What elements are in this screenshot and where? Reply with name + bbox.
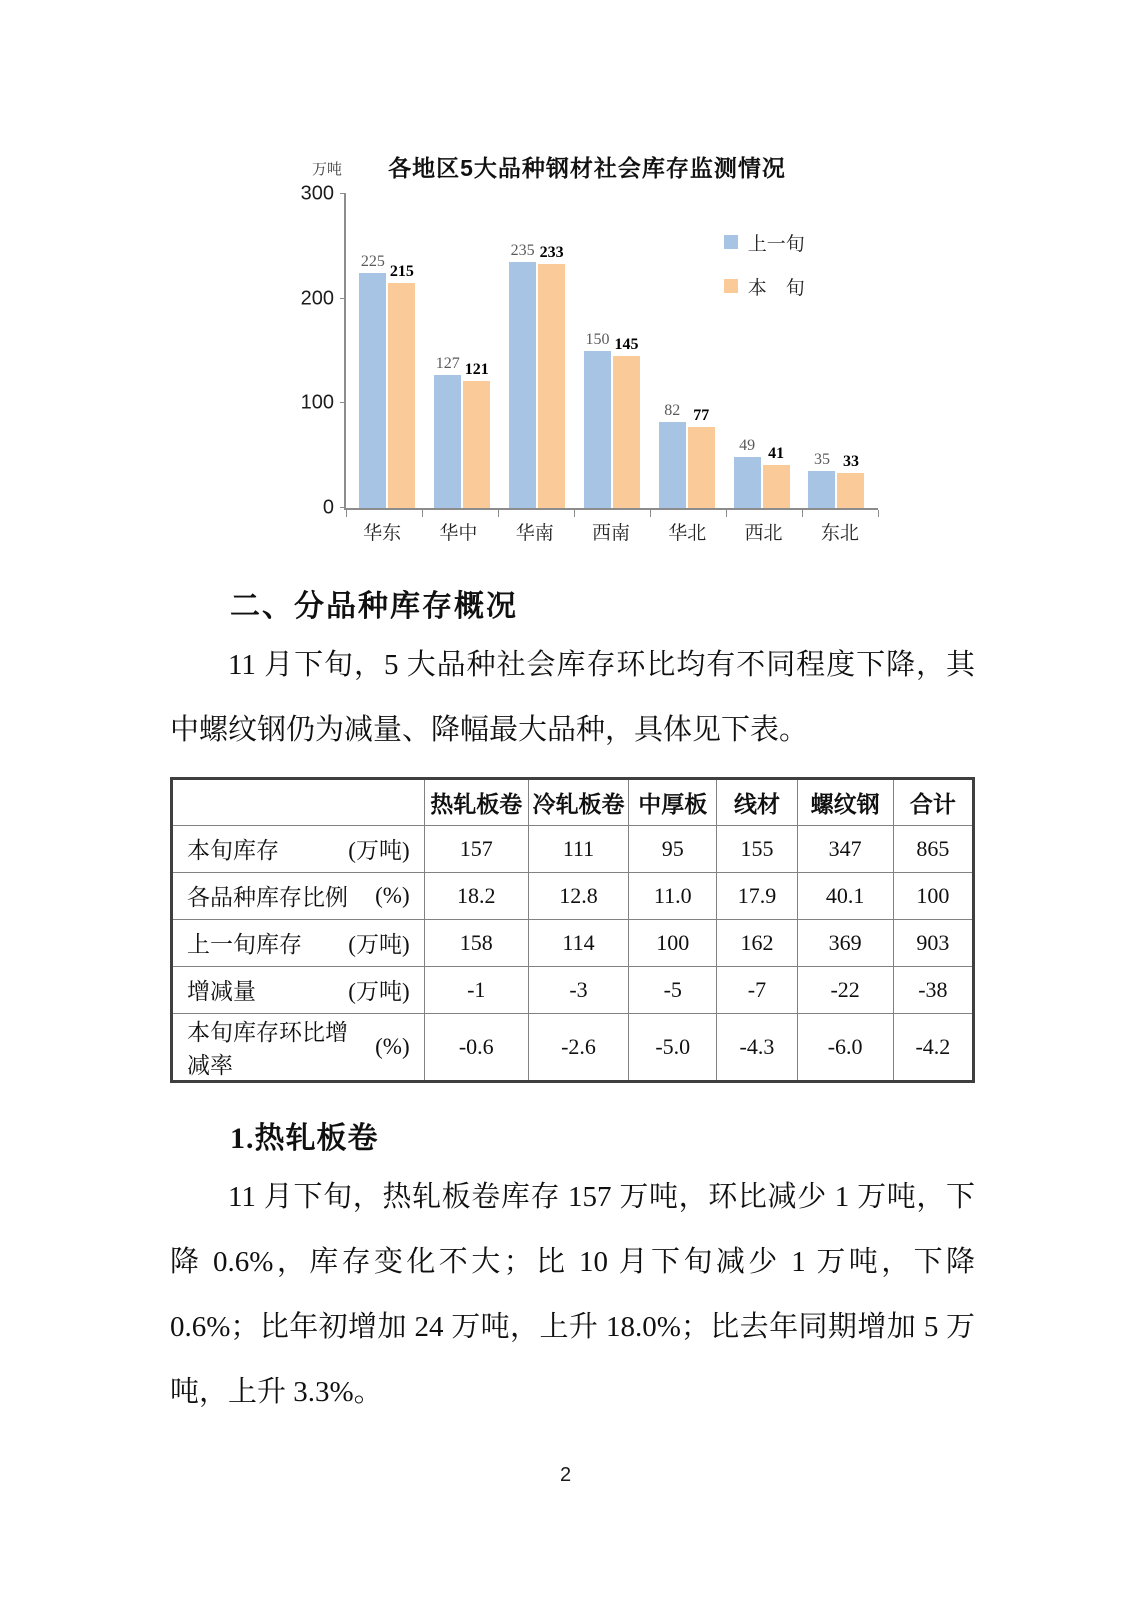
bar-group-西南 bbox=[584, 194, 640, 508]
bar-prev bbox=[584, 351, 611, 508]
section-heading-variety: 二、分品种库存概况 bbox=[230, 590, 518, 623]
row-label-cell bbox=[172, 825, 425, 872]
bar-col-prev bbox=[434, 194, 461, 508]
value-cell: 158 bbox=[424, 919, 528, 966]
value-cell: 114 bbox=[528, 919, 628, 966]
value-cell: -3 bbox=[528, 966, 628, 1013]
x-axis-tick bbox=[422, 510, 423, 517]
table-column-header: 螺纹钢 bbox=[797, 778, 893, 825]
row-label-cell bbox=[172, 966, 425, 1013]
value-cell: -38 bbox=[893, 966, 973, 1013]
row-unit: (万吨) bbox=[348, 932, 410, 958]
table-header-row bbox=[172, 778, 974, 825]
bar-value-label-prev: 225 bbox=[360, 252, 385, 270]
value-cell: -5 bbox=[629, 966, 717, 1013]
paragraph-variety-overview: 11 月下旬，5 大品种社会库存环比均有不同程度下降，其中螺纹钢仍为减量、降幅最大品种，具体见下表。 bbox=[170, 649, 975, 746]
value-cell: -22 bbox=[797, 966, 893, 1013]
value-cell: 162 bbox=[717, 919, 797, 966]
chart-y-unit-label: 万吨 bbox=[312, 162, 343, 178]
legend-item-prev bbox=[724, 229, 805, 256]
value-cell: 157 bbox=[424, 825, 528, 872]
bar-value-label-current: 121 bbox=[464, 361, 489, 379]
bar-col-current bbox=[613, 194, 640, 508]
bar-prev bbox=[359, 273, 386, 509]
bar-current bbox=[688, 427, 715, 508]
value-cell: -0.6 bbox=[424, 1013, 528, 1081]
bar-group-华中 bbox=[434, 194, 490, 508]
x-axis-tick bbox=[878, 510, 879, 517]
table-row bbox=[172, 825, 974, 872]
bar-col-prev bbox=[509, 194, 536, 508]
legend-label: 上一旬 bbox=[747, 233, 805, 255]
row-label: 本旬库存环比增减率 bbox=[187, 1019, 348, 1078]
value-cell: 11.0 bbox=[629, 872, 717, 919]
row-label-inner bbox=[187, 832, 410, 865]
chart-x-labels bbox=[344, 518, 878, 545]
table-row bbox=[172, 872, 974, 919]
bar-value-label-current: 41 bbox=[768, 445, 785, 463]
x-axis-tick bbox=[650, 510, 651, 517]
legend-swatch-icon bbox=[724, 279, 738, 293]
bar-group-华北 bbox=[659, 194, 715, 508]
row-unit: (%) bbox=[375, 882, 410, 908]
bar-value-label-prev: 150 bbox=[585, 331, 610, 348]
bar-col-current bbox=[837, 194, 864, 508]
row-label-cell bbox=[172, 872, 425, 919]
chart-title-row bbox=[296, 150, 878, 186]
regional-inventory-chart bbox=[296, 150, 878, 545]
row-label-inner bbox=[187, 973, 410, 1006]
row-label-inner bbox=[187, 879, 410, 912]
bar-col-current bbox=[463, 194, 490, 508]
value-cell: 865 bbox=[893, 825, 973, 872]
bar-current bbox=[538, 264, 565, 508]
bar-prev bbox=[734, 457, 761, 508]
x-axis-tick bbox=[498, 510, 499, 517]
value-cell: 17.9 bbox=[717, 872, 797, 919]
bar-col-prev bbox=[584, 194, 611, 508]
bar-value-label-current: 77 bbox=[693, 407, 710, 425]
value-cell: 347 bbox=[797, 825, 893, 872]
table-body bbox=[172, 825, 974, 1081]
value-cell: 903 bbox=[893, 919, 973, 966]
bar-group-华东 bbox=[359, 194, 415, 508]
bar-prev bbox=[659, 422, 686, 508]
row-unit: (%) bbox=[375, 1033, 410, 1059]
bar-group-东北 bbox=[808, 194, 864, 508]
table-column-header: 合计 bbox=[893, 778, 973, 825]
value-cell: 40.1 bbox=[797, 872, 893, 919]
bar-group-华南 bbox=[509, 194, 565, 508]
bar-col-current bbox=[538, 194, 565, 508]
bar-value-label-current: 233 bbox=[539, 244, 564, 262]
y-tick-mark bbox=[340, 507, 346, 508]
bar-current bbox=[463, 381, 490, 508]
bar-value-label-current: 215 bbox=[389, 262, 414, 280]
table-row bbox=[172, 966, 974, 1013]
bar-value-label-current: 33 bbox=[842, 453, 859, 471]
chart-y-axis bbox=[296, 182, 346, 519]
y-tick-mark bbox=[340, 402, 346, 403]
x-category-label: 华中 bbox=[439, 523, 478, 544]
value-cell: 18.2 bbox=[424, 872, 528, 919]
bar-current bbox=[388, 283, 415, 508]
bar-col-prev bbox=[359, 194, 386, 508]
value-cell: 95 bbox=[629, 825, 717, 872]
table-row bbox=[172, 1013, 974, 1081]
bar-value-label-prev: 49 bbox=[739, 436, 756, 454]
bar-value-label-prev: 127 bbox=[435, 355, 460, 373]
bar-value-label-prev: 235 bbox=[510, 242, 535, 260]
bar-col-current bbox=[388, 194, 415, 508]
table-row bbox=[172, 919, 974, 966]
y-tick-label: 300 bbox=[300, 182, 334, 205]
value-cell: -5.0 bbox=[629, 1013, 717, 1081]
y-tick-mark bbox=[340, 193, 346, 194]
value-cell: -4.3 bbox=[717, 1013, 797, 1081]
value-cell: -4.2 bbox=[893, 1013, 973, 1081]
value-cell: -6.0 bbox=[797, 1013, 893, 1081]
table-column-header: 冷轧板卷 bbox=[528, 778, 628, 825]
value-cell: -7 bbox=[717, 966, 797, 1013]
value-cell: 111 bbox=[528, 825, 628, 872]
bar-current bbox=[763, 465, 790, 508]
x-axis-tick bbox=[346, 510, 347, 517]
x-axis-tick bbox=[802, 510, 803, 517]
value-cell: 12.8 bbox=[528, 872, 628, 919]
bar-col-prev bbox=[659, 194, 686, 508]
bar-col-current bbox=[688, 194, 715, 508]
row-label: 本旬库存 bbox=[187, 838, 279, 864]
table-column-header: 中厚板 bbox=[629, 778, 717, 825]
value-cell: -2.6 bbox=[528, 1013, 628, 1081]
paragraph-hrc-detail: 11 月下旬，热轧板卷库存 157 万吨，环比减少 1 万吨，下降 0.6%，库存变化不大；比 10 月下旬减少 1 万吨，下降 0.6%；比年初增加 24 万吨，上升 18.0%；比去年同期增加 5 万吨，上升 3.3%。 bbox=[170, 1180, 975, 1408]
y-tick-label: 200 bbox=[300, 287, 334, 310]
chart-plot bbox=[300, 182, 878, 519]
bar-value-label-prev: 35 bbox=[813, 451, 830, 469]
section-heading-hrc: 1.热轧板卷 bbox=[230, 1121, 379, 1155]
x-category-label: 华北 bbox=[668, 523, 707, 544]
table-column-header: 线材 bbox=[717, 778, 797, 825]
x-category-label: 华东 bbox=[363, 523, 402, 544]
row-unit: (万吨) bbox=[348, 979, 410, 1005]
bar-prev bbox=[434, 375, 461, 508]
bar-col-prev bbox=[808, 194, 835, 508]
row-label-cell bbox=[172, 1013, 425, 1081]
page-number: 2 bbox=[559, 1464, 572, 1486]
y-tick-label: 100 bbox=[300, 391, 334, 414]
value-cell: -1 bbox=[424, 966, 528, 1013]
x-axis-tick bbox=[574, 510, 575, 517]
bar-current bbox=[837, 473, 864, 508]
x-category-label: 西北 bbox=[744, 523, 783, 544]
x-category-label: 东北 bbox=[820, 523, 859, 544]
table-corner-cell bbox=[172, 778, 425, 825]
bar-value-label-current: 145 bbox=[614, 336, 639, 354]
chart-legend bbox=[724, 229, 805, 300]
chart-body bbox=[300, 182, 878, 545]
bar-prev bbox=[808, 471, 835, 508]
row-label-inner bbox=[187, 1014, 410, 1080]
x-category-label: 西南 bbox=[591, 523, 630, 544]
value-cell: 100 bbox=[893, 872, 973, 919]
row-label: 上一旬库存 bbox=[187, 932, 302, 958]
x-category-label: 华南 bbox=[515, 523, 554, 544]
bar-current bbox=[613, 356, 640, 508]
value-cell: 155 bbox=[717, 825, 797, 872]
y-tick-label: 0 bbox=[322, 496, 334, 519]
row-label-cell bbox=[172, 919, 425, 966]
row-label-inner bbox=[187, 926, 410, 959]
y-tick-mark bbox=[340, 298, 346, 299]
value-cell: 100 bbox=[629, 919, 717, 966]
bar-value-label-prev: 82 bbox=[664, 402, 681, 420]
row-label: 增减量 bbox=[187, 979, 256, 1005]
legend-swatch-icon bbox=[724, 235, 738, 249]
legend-item-current bbox=[724, 273, 805, 300]
value-cell: 369 bbox=[797, 919, 893, 966]
bar-prev bbox=[509, 262, 536, 508]
chart-title: 各地区5大品种钢材社会库存监测情况 bbox=[388, 155, 786, 181]
row-label: 各品种库存比例 bbox=[187, 885, 348, 911]
x-axis-tick bbox=[726, 510, 727, 517]
inventory-table bbox=[170, 777, 975, 1083]
table-column-header: 热轧板卷 bbox=[424, 778, 528, 825]
row-unit: (万吨) bbox=[348, 838, 410, 864]
legend-label: 本 旬 bbox=[747, 277, 805, 299]
